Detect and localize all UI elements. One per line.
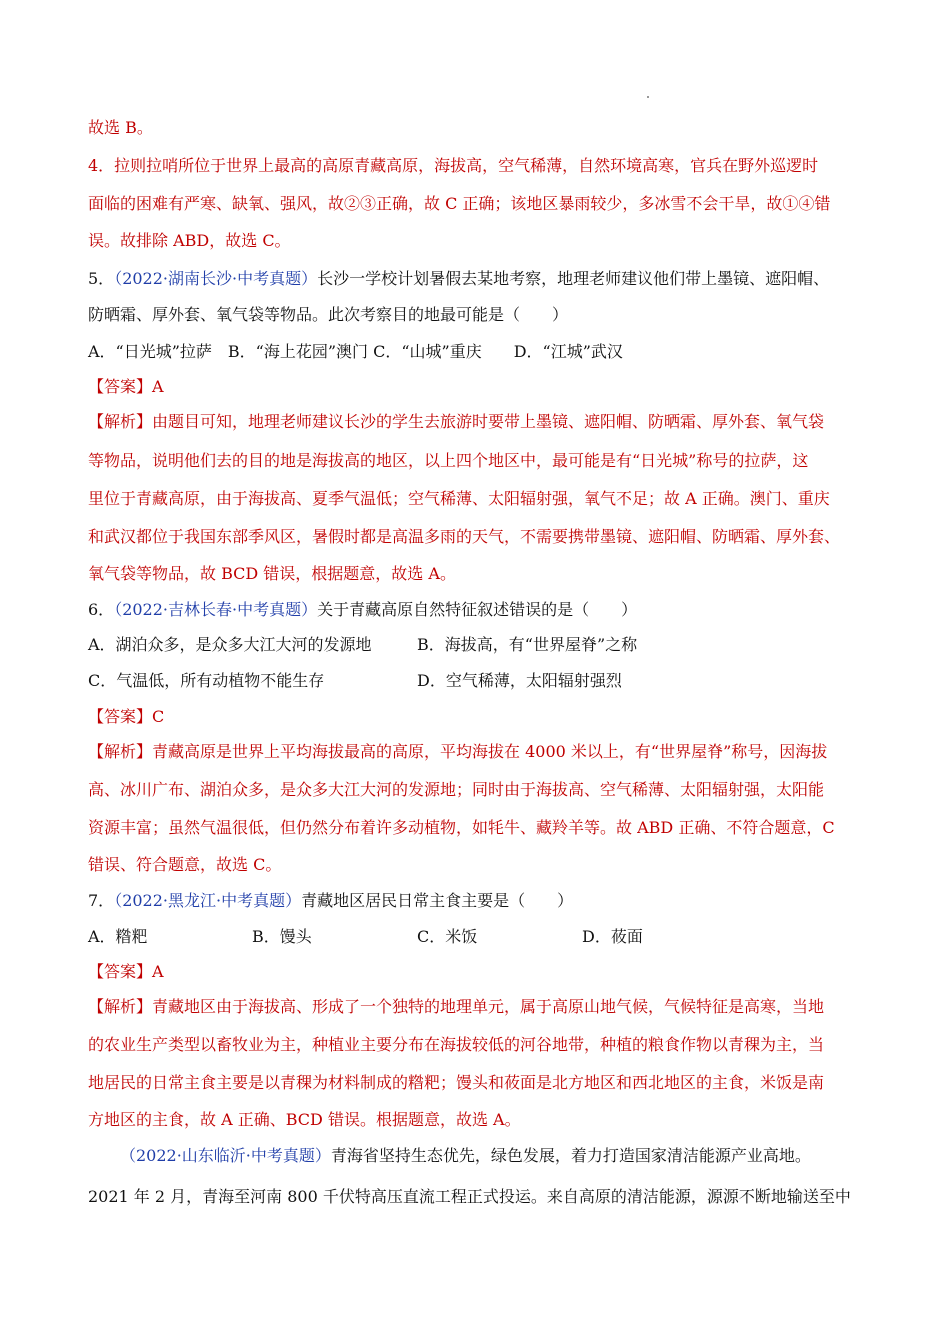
q5-options: A．“日光城”拉萨 B．“海上花园”澳门 C．“山城”重庆 D．“江城”武汉 [88,342,623,361]
q7-source: （2022·黑龙江·中考真题） [114,891,302,910]
q6-analysis-line-4: 错误、符合题意，故选 C。 [88,855,282,874]
q5-analysis-line-3: 里位于青藏高原，由于海拔高、夏季气温低；空气稀薄、太阳辐射强，氧气不足；故 A 正确。澳门、重庆 [88,489,830,508]
q6-option-b: B．海拔高，有“世界屋脊”之称 [417,635,638,654]
q5-answer-value: A [152,377,164,396]
q5-analysis-line-4: 和武汉都位于我国东部季风区，暑假时都是高温多雨的天气，不需要携带墨镜、遮阳帽、防晒霜、厚外套、 [88,527,841,546]
q5-stem-text: 长沙一学校计划暑假去某地考察，地理老师建议他们带上墨镜、遮阳帽、 [317,269,830,288]
q6-answer-value: C [152,707,165,726]
q7-option-a: A．糌粑 [88,927,148,946]
q7-analysis-line-3: 地居民的日常主食主要是以青稞为材料制成的糌粑；馒头和莜面是北方地区和西北地区的主食，米饭是南 [88,1073,825,1092]
q6-analysis-label: 【解析】 [88,742,153,761]
q7-stem [88,890,573,912]
scan-dot [647,96,649,98]
q5-analysis-line-1: 【解析】由题目可知，地理老师建议长沙的学生去旅游时要带上墨镜、遮阳帽、防晒霜、厚外套、氧气袋 [88,412,825,431]
q6-stem-text: 关于青藏高原自然特征叙述错误的是（ ） [317,600,638,619]
q7-option-d: D．莜面 [582,927,643,946]
q5-stem-line-1 [88,268,829,290]
q6-analysis-line-3: 资源丰富；虽然气温很低，但仍然分布着许多动植物，如牦牛、藏羚羊等。故 ABD 正确、不符合题意，C [88,818,835,837]
q6-source: （2022·吉林长春·中考真题） [114,600,318,619]
q5-answer [88,376,164,398]
q6-option-c: C．气温低，所有动植物不能生存 [88,671,325,690]
q6-answer-label: 【答案】 [88,707,153,726]
q4-analysis-line-3: 误。故排除 ABD，故选 C。 [88,231,291,250]
q8-intro-line-1 [120,1145,811,1167]
q5-analysis-line-2: 等物品，说明他们去的目的地是海拔高的地区，以上四个地区中，最可能是有“日光城”称号的拉萨，这 [88,451,809,470]
q8-intro-line-2: 2021 年 2 月，青海至河南 800 千伏特高压直流工程正式投运。来自高原的清洁能源，源源不断地输送至中 [88,1187,851,1206]
q4-analysis-line-2: 面临的困难有严寒、缺氧、强风，故②③正确，故 C 正确；该地区暴雨较少，多冰雪不会干旱，故①④错 [88,194,831,213]
q7-analysis-line-1: 【解析】青藏地区由于海拔高、形成了一个独特的地理单元，属于高原山地气候，气候特征是高寒，当地 [88,997,825,1016]
q6-option-a: A．湖泊众多，是众多大江大河的发源地 [88,635,372,654]
q5-analysis-label: 【解析】 [88,412,153,431]
q6-answer [88,706,164,728]
q7-option-c: C．米饭 [417,927,478,946]
q7-stem-text: 青藏地区居民日常主食主要是（ ） [301,891,574,910]
q7-analysis-line-2: 的农业生产类型以畜牧业为主，种植业主要分布在海拔较低的河谷地带，种植的粮食作物以青稞为主，当 [88,1035,825,1054]
q5-stem-line-2: 防晒霜、厚外套、氧气袋等物品。此次考察目的地最可能是（ ） [88,305,569,324]
q7-number: 7． [88,891,115,910]
q6-stem [88,599,637,621]
q5-analysis-line-5: 氧气袋等物品，故 BCD 错误，根据题意，故选 A。 [88,564,456,583]
q7-analysis-line-4: 方地区的主食，故 A 正确、BCD 错误。根据题意，故选 A。 [88,1110,521,1129]
q6-option-d: D．空气稀薄，太阳辐射强烈 [417,671,622,690]
q6-analysis-line-2: 高、冰川广布、湖泊众多，是众多大江大河的发源地；同时由于海拔高、空气稀薄、太阳辐射强，太阳能 [88,780,825,799]
q7-option-b: B．馒头 [252,927,312,946]
q5-source: （2022·湖南长沙·中考真题） [114,269,318,288]
q6-analysis-line-1: 【解析】青藏高原是世界上平均海拔最高的高原，平均海拔在 4000 米以上，有“世界屋脊”称号，因海拔 [88,742,828,761]
q4-analysis-line-1: 4．拉则拉哨所位于世界上最高的高原青藏高原，海拔高，空气稀薄，自然环境高寒，官兵在野外巡逻时 [88,156,819,175]
q7-analysis-label: 【解析】 [88,997,153,1016]
q8-source: （2022·山东临沂·中考真题） [120,1146,331,1165]
q8-stem-text: 青海省坚持生态优先，绿色发展，着力打造国家清洁能源产业高地。 [330,1146,811,1165]
q7-answer-value: A [152,962,164,981]
q7-answer-label: 【答案】 [88,962,153,981]
prev-answer-tail: 故选 B。 [88,118,153,137]
q5-number: 5． [88,269,115,288]
q5-answer-label: 【答案】 [88,377,153,396]
q6-number: 6． [88,600,115,619]
q7-answer [88,961,164,983]
